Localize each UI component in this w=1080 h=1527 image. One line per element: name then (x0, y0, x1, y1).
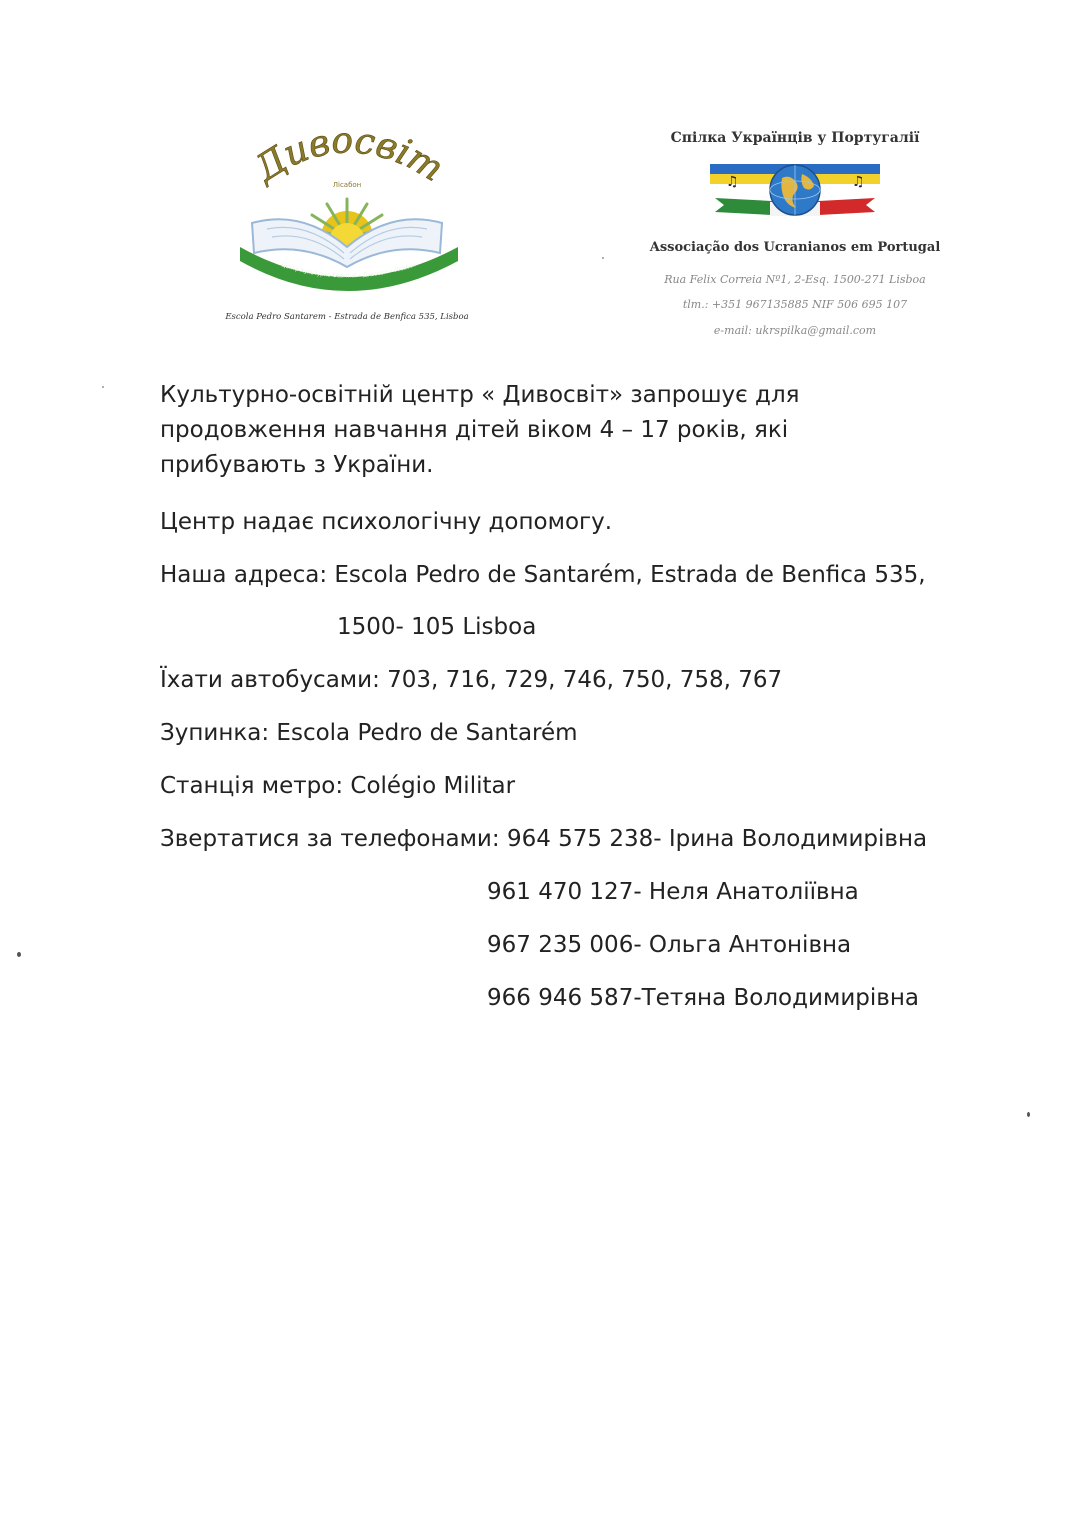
association-title-pt: Associação dos Ucranianos em Portugal (649, 240, 941, 255)
metro-station: Станція метро: Colégio Militar (160, 773, 516, 799)
svg-text:Центр Культурно-Освітній • Див: Центр Культурно-Освітній • Дивосвіт • Лісабон (280, 262, 418, 280)
association-phone: tlm.: +351 967135885 NIF 506 695 107 (682, 298, 908, 311)
school-address: Escola Pedro Santarem - Estrada de Benfica 535, Lisboa (225, 312, 469, 322)
bus-stop: Зупинка: Escola Pedro de Santarém (160, 720, 578, 746)
intro-line: Культурно-освітній центр « Дивосвіт» запрошує для (160, 382, 800, 408)
bus-routes: Їхати автобусами: 703, 716, 729, 746, 750, 758, 767 (160, 667, 783, 693)
address-line-2: 1500- 105 Lisboa (337, 614, 537, 640)
association-address: Rua Felix Correia Nº1, 2-Esq. 1500-271 Lisboa (664, 273, 926, 286)
brand-word: Дивосвіт (248, 125, 451, 190)
brand-sub-label: Лісабон (332, 181, 362, 189)
dyvosvit-logo (222, 125, 472, 335)
intro-line: продовження навчання дітей віком 4 – 17 років, які (160, 417, 789, 443)
scan-speck (602, 257, 604, 259)
association-email: e-mail: ukrspilka@gmail.com (713, 324, 877, 337)
contact-phone: 961 470 127- Неля Анатоліївна (487, 879, 859, 905)
dyvosvit-emblem (222, 125, 472, 310)
scan-speck (102, 386, 104, 388)
psych-help-text: Центр надає психологічну допомогу. (160, 509, 613, 535)
association-emblem (710, 156, 880, 236)
address-line-1: Наша адреса: Escola Pedro de Santarém, Estrada de Benfica 535, (160, 562, 926, 588)
scan-speck (1027, 1112, 1030, 1117)
contact-phone: 966 946 587-Тетяна Володимирівна (487, 985, 919, 1011)
music-note-icon: ♫ (726, 174, 739, 190)
globe-icon (770, 165, 820, 215)
contacts-label: Звертатися за телефонами: 964 575 238- Ірина Володимирівна (160, 826, 928, 852)
contact-phone: 967 235 006- Ольга Антонівна (487, 932, 852, 958)
ukrainian-association-logo (645, 128, 945, 348)
association-title-ua: Спілка Українців у Португалії (670, 130, 920, 146)
intro-line: прибувають з України. (160, 452, 434, 478)
music-note-icon-right: ♫ (852, 174, 865, 190)
scan-speck (17, 952, 21, 957)
intro-paragraph (160, 378, 920, 483)
